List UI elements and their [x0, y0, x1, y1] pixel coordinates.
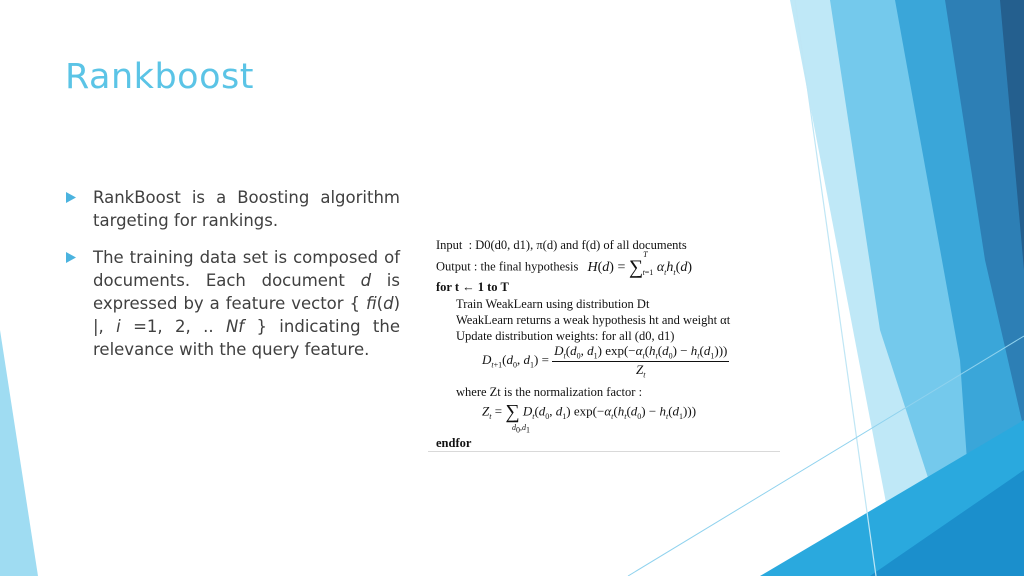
- algo-where-line: where Zt is the normalization factor :: [456, 385, 643, 399]
- bullet-item: [66, 186, 400, 232]
- algo-input-line: Input : D0(d0, d1), π(d) and f(d) of all documents: [436, 238, 687, 252]
- slide-title: Rankboost: [65, 57, 254, 97]
- algo-weaklearn-line: WeakLearn returns a weak hypothesis ht and weight αt: [456, 313, 731, 327]
- bullet-item: [66, 246, 400, 361]
- algo-for-line: for t ← 1 to T: [436, 280, 509, 294]
- algo-train-line: Train WeakLearn using distribution Dt: [456, 297, 650, 311]
- algo-update-line: Update distribution weights: for all (d0, d1): [456, 329, 675, 343]
- algo-norm-formula: $Z_t$ = ∑ $D_t(d_0$, $d_1$) $\exp(-\alpha_t(h_t(d_0) - h_t(d_1)))$ $d_0,d_1$: [482, 401, 697, 435]
- algorithm-figure: [428, 232, 780, 452]
- algo-output-line: Output : the final hypothesis H(d) = ∑$^T_{t=1}$ $\alpha_th_t(d)$: [436, 250, 692, 278]
- arrow-bullet-icon: [66, 246, 93, 361]
- bullet-text: RankBoost is a Boosting algorithm targeting for rankings.: [93, 188, 400, 230]
- bullet-list: [66, 186, 400, 375]
- arrow-bullet-icon: [66, 186, 93, 232]
- algo-endfor-line: endfor: [436, 436, 472, 450]
- bullet-text: The training data set is composed of documents. Each document d is expressed by a feature vector { fi(d) |, i =1, 2, .. Nf } indicating the relevance with the query feature.: [93, 248, 400, 359]
- algo-update-formula: $D_{t+1}(d_0$, $d_1$) = $\frac{D_t(d_0, d_1) \exp(-\alpha_t(h_t(d_0) - h_t(d_1)))}{Z_t}$: [482, 343, 728, 380]
- left-accent-shape: [0, 330, 38, 576]
